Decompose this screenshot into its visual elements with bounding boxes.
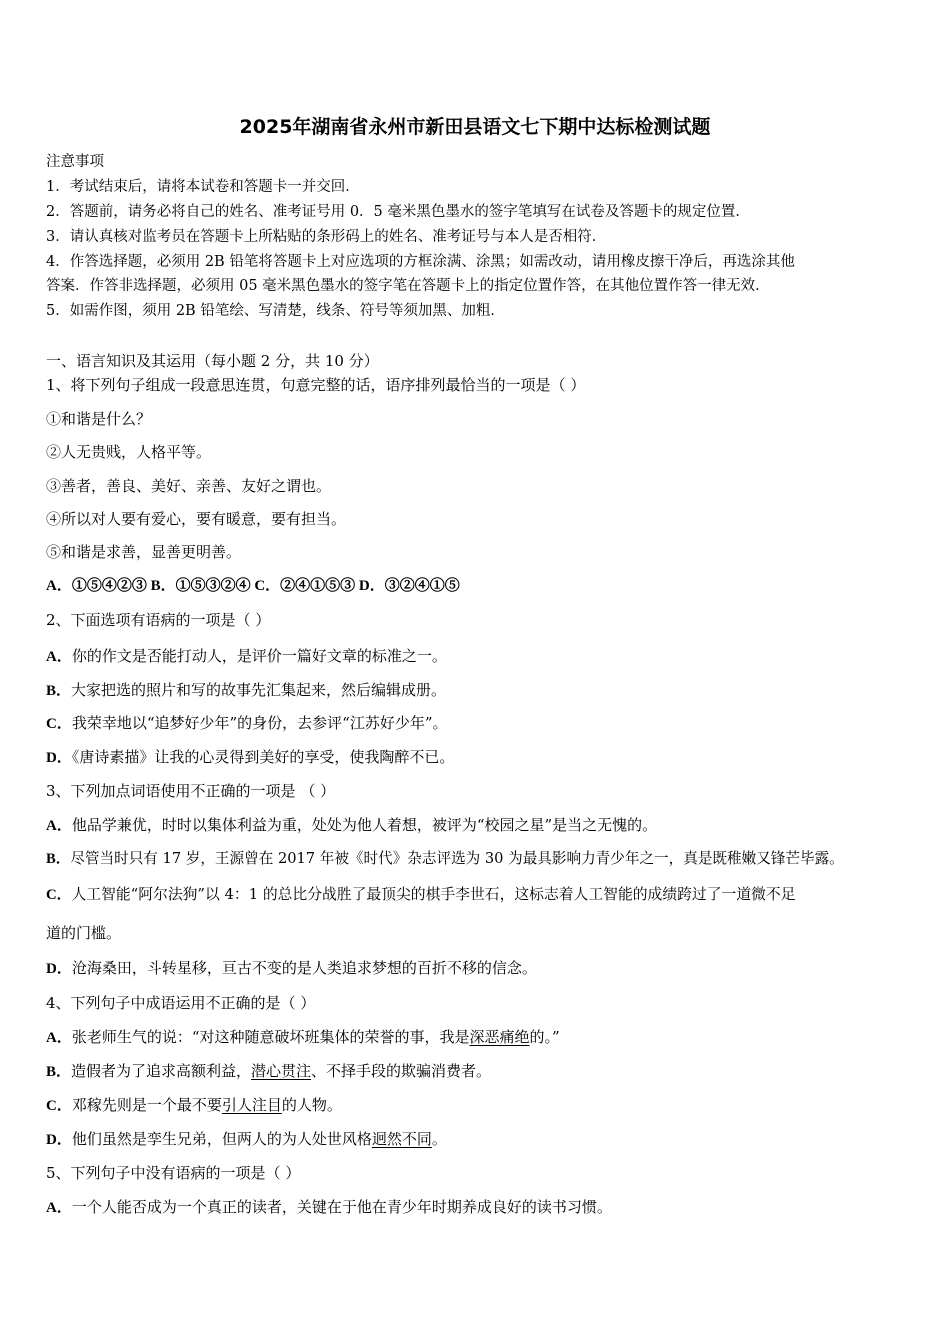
notice-item: 5．如需作图，须用 2B 铅笔绘、写清楚，线条、符号等须加黑、加粗． (46, 303, 505, 319)
option-label: A． (46, 649, 72, 665)
notice-item: 4．作答选择题，必须用 2B 铅笔将答题卡上对应选项的方框涂满、涂黑；如需改动，请用橡皮擦干净后，再选涂其他 (46, 254, 795, 270)
option-text: 一个人能否成为一个真正的读者，关键在于他在青少年时期养成良好的读书习惯。 (71, 1198, 612, 1216)
option-text: 造假者为了追求高额利益， (71, 1062, 252, 1080)
option-label: A． (46, 1030, 72, 1046)
notice-heading: 注意事项 (46, 154, 104, 170)
option-text: 大家把选的照片和写的故事先汇集起来，然后编辑成册。 (71, 681, 447, 699)
underlined-idiom: 迥然不同 (371, 1130, 432, 1148)
underlined-idiom: 深恶痛绝 (469, 1028, 530, 1046)
option-text: 的人物。 (281, 1096, 342, 1114)
q3-option (46, 885, 796, 905)
q3-option (46, 815, 657, 836)
option-text: 人工智能“阿尔法狗”以 4：1 的总比分战胜了最顶尖的棋手李世石，这标志着人工智能的成绩跨过了一道微不足 (71, 886, 796, 903)
option-text: 邓稼先则是一个最不要 (71, 1096, 222, 1114)
option-text: 你的作文是否能打动人，是评价一篇好文章的标准之一。 (71, 647, 447, 665)
option-text: 尽管当时只有 17 岁，王源曾在 2017 年被《时代》杂志评选为 30 为最具影响力青少年之一，真是既稚嫩又锋芒毕露。 (70, 850, 844, 867)
underlined-idiom: 潜心贯注 (251, 1062, 312, 1080)
option-text: 我荣幸地以“追梦好少年”的身份，去参评“江苏好少年”。 (71, 714, 448, 732)
underlined-idiom: 引人注目 (221, 1096, 282, 1114)
option-label: A． (46, 818, 72, 834)
option-label: B． (46, 683, 72, 699)
option-text: 道的门槛。 (46, 924, 122, 942)
option-label: B． (46, 851, 71, 867)
option-text: 。 (431, 1130, 447, 1148)
option-label: C． (46, 887, 72, 903)
notice-item: 2．答题前，请务必将自己的姓名、准考证号用 0．5 毫米黑色墨水的签字笔填写在试卷及答题卡的规定位置． (46, 204, 750, 220)
question-5-stem: 5、下列句子中没有语病的一项是（ ） (46, 1164, 301, 1182)
option-label: C． (46, 1098, 72, 1114)
option-text: 的。” (529, 1028, 560, 1046)
q1-options: A．①⑤④②③ B．①⑤③②④ C．②④①⑤③ D．③②④①⑤ (46, 578, 460, 594)
q3-option (46, 958, 537, 979)
q1-sentence: ③善者，善良、美好、亲善、友好之谓也。 (46, 477, 332, 495)
question-4-stem: 4、下列句子中成语运用不正确的是（ ） (46, 994, 316, 1012)
option-text: 《唐诗素描》让我的心灵得到美好的享受，使我陶醉不已。 (71, 748, 455, 766)
q1-sentence: ②人无贵贱，人格平等。 (46, 443, 212, 461)
q4-option (46, 1095, 342, 1116)
q4-option (46, 1027, 560, 1048)
q1-sentence: ①和谐是什么？ (46, 410, 152, 428)
q1-sentence: ⑤和谐是求善，显善更明善。 (46, 543, 242, 561)
question-3-stem: 3、下列加点词语使用不正确的一项是 （ ） (46, 782, 336, 800)
option-text: 他品学兼优，时时以集体利益为重，处处为他人着想，被评为“校园之星”是当之无愧的。 (71, 816, 658, 834)
notice-item: 答案．作答非选择题，必须用 05 毫米黑色墨水的签字笔在答题卡上的指定位置作答，在其他位置作答一律无效． (46, 278, 770, 294)
option-label: D． (46, 961, 72, 977)
option-label: D． (46, 1132, 72, 1148)
question-2-stem: 2、下面选项有语病的一项是（ ） (46, 611, 271, 629)
option-text: 、不择手段的欺骗消费者。 (311, 1062, 492, 1080)
notice-item: 3．请认真核对监考员在答题卡上所粘贴的条形码上的姓名、准考证号与本人是否相符． (46, 229, 607, 245)
option-label: B． (46, 1064, 72, 1080)
section-heading: 一、语言知识及其运用（每小题 2 分，共 10 分） (46, 352, 379, 370)
q1-sentence: ④所以对人要有爱心，要有暖意，要有担当。 (46, 510, 347, 528)
q2-option (46, 680, 446, 701)
q3-option-continuation (46, 923, 121, 944)
q5-option (46, 1197, 612, 1218)
q2-option (46, 713, 448, 734)
option-text: 沧海桑田，斗转星移，亘古不变的是人类追求梦想的百折不移的信念。 (71, 959, 537, 977)
q3-option (46, 849, 844, 869)
q2-option (46, 646, 447, 667)
option-label: D． (46, 750, 72, 766)
q2-option (46, 747, 454, 768)
option-label: C． (46, 716, 72, 732)
question-1-stem: 1、将下列句子组成一段意思连贯，句意完整的话，语序排列最恰当的一项是（ ） (46, 376, 586, 394)
q4-option (46, 1129, 447, 1150)
option-text: 张老师生气的说：“对这种随意破坏班集体的荣誉的事，我是 (71, 1028, 470, 1046)
option-text: 他们虽然是孪生兄弟，但两人的为人处世风格 (71, 1130, 372, 1148)
option-label: A． (46, 1200, 72, 1216)
q4-option (46, 1061, 491, 1082)
notice-item: 1．考试结束后，请将本试卷和答题卡一并交回． (46, 179, 360, 195)
page-title: 2025年湖南省永州市新田县语文七下期中达标检测试题 (239, 116, 711, 138)
